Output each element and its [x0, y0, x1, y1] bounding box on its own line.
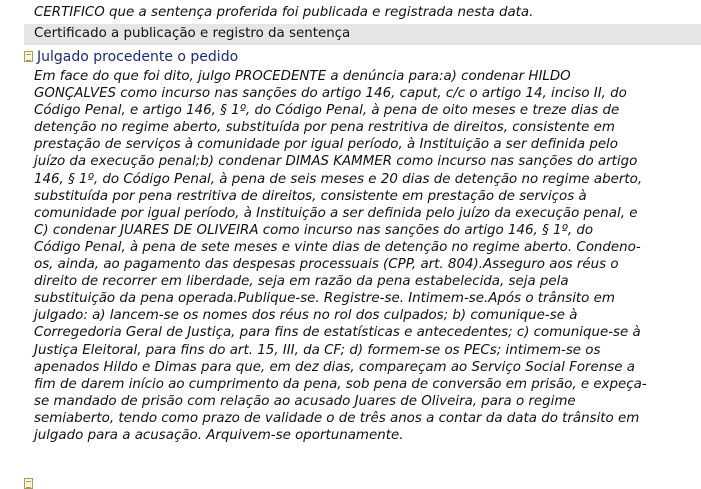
judgment-text-line: Código Penal, e artigo 146, § 1º, do Código Penal, à pena de oito meses e treze dias de — [34, 103, 620, 119]
judgment-text-line: se mandado de prisão com relação ao acusado Juares de Oliveira, para o regime — [34, 393, 576, 409]
judgment-text-line: 146, § 1º, do Código Penal, à pena de seis meses e 20 dias de detenção no regime aberto, — [34, 171, 643, 187]
judgment-text-line: os, ainda, ao pagamento das despesas processuais (CPP, art. 804).Asseguro aos réus o — [34, 257, 619, 273]
previous-entry-text: CERTIFICO que a sentença proferida foi publicada e registrada nesta data. — [34, 5, 534, 20]
judgment-text-line: prestação de serviços à comunidade por igual período, à Instituição a ser definida pelo — [34, 137, 618, 153]
judgment-text-line: Justiça Eleitoral, para fins do art. 15, III, da CF; d) formem-se os PECs; intimem-se os — [34, 342, 601, 358]
judgment-text-line: fim de darem início ao cumprimento da pena, sob pena de conversão em prisão, e expeça- — [34, 376, 647, 392]
judgment-text-line: Código Penal, à pena de sete meses e vinte dias de detenção no regime aberto. Condeno- — [34, 239, 641, 255]
document-icon[interactable] — [24, 478, 33, 489]
judgment-text-line: detenção no regime aberto, substituída por pena restritiva de direitos, consistente em — [34, 120, 615, 136]
entry-title: Julgado procedente o pedido — [37, 49, 239, 65]
judgment-text-line: comunidade por igual período, à Instituição a ser definida pelo juízo da execução penal, e — [34, 205, 638, 221]
judgment-text-line: GONÇALVES como incurso nas sanções do artigo 146, caput, c/c o artigo 14, inciso II, do — [34, 86, 627, 102]
judgment-text — [34, 68, 647, 444]
judgment-text-line: apenados Hildo e Dimas para que, em dez dias, compareçam ao Serviço Social Forense a — [34, 359, 635, 375]
judgment-text-line: substituída por pena restritiva de direitos, consistente em prestação de serviços à — [34, 188, 587, 204]
publication-certificate-title: Certificado a publicação e registro da sentença — [34, 26, 351, 41]
judgment-text-line: substituição da pena operada.Publique-se. Registre-se. Intimem-se.Após o trânsito em — [34, 291, 615, 307]
judgment-text-line: julgado: a) lancem-se os nomes dos réus no rol dos culpados; b) comunique-se à — [34, 308, 578, 324]
publication-certificate-row — [24, 24, 701, 45]
judgment-text-line: direito de recorrer em liberdade, seja em razão da pena estabelecida, seja pela — [34, 274, 569, 290]
judgment-text-line: Corregedoria Geral de Justiça, para fins de estatísticas e antecedentes; c) comunique-se à — [34, 325, 641, 341]
judgment-text-line: C) condenar JUARES DE OLIVEIRA como incurso nas sanções do artigo 146, § 1º, do — [34, 222, 594, 238]
judgment-text-line: julgado para a acusação. Arquivem-se oportunamente. — [34, 427, 404, 443]
document-icon[interactable] — [24, 51, 33, 62]
judgment-text-line: Em face do que foi dito, julgo PROCEDENTE a denúncia para:a) condenar HILDO — [34, 69, 571, 84]
judgment-text-line: semiaberto, tendo como prazo de validade o de três anos a contar da data do trânsito em — [34, 410, 640, 426]
judgment-text-line: juízo da execução penal;b) condenar DIMAS KAMMER como incurso nas sanções do artigo — [34, 154, 638, 170]
